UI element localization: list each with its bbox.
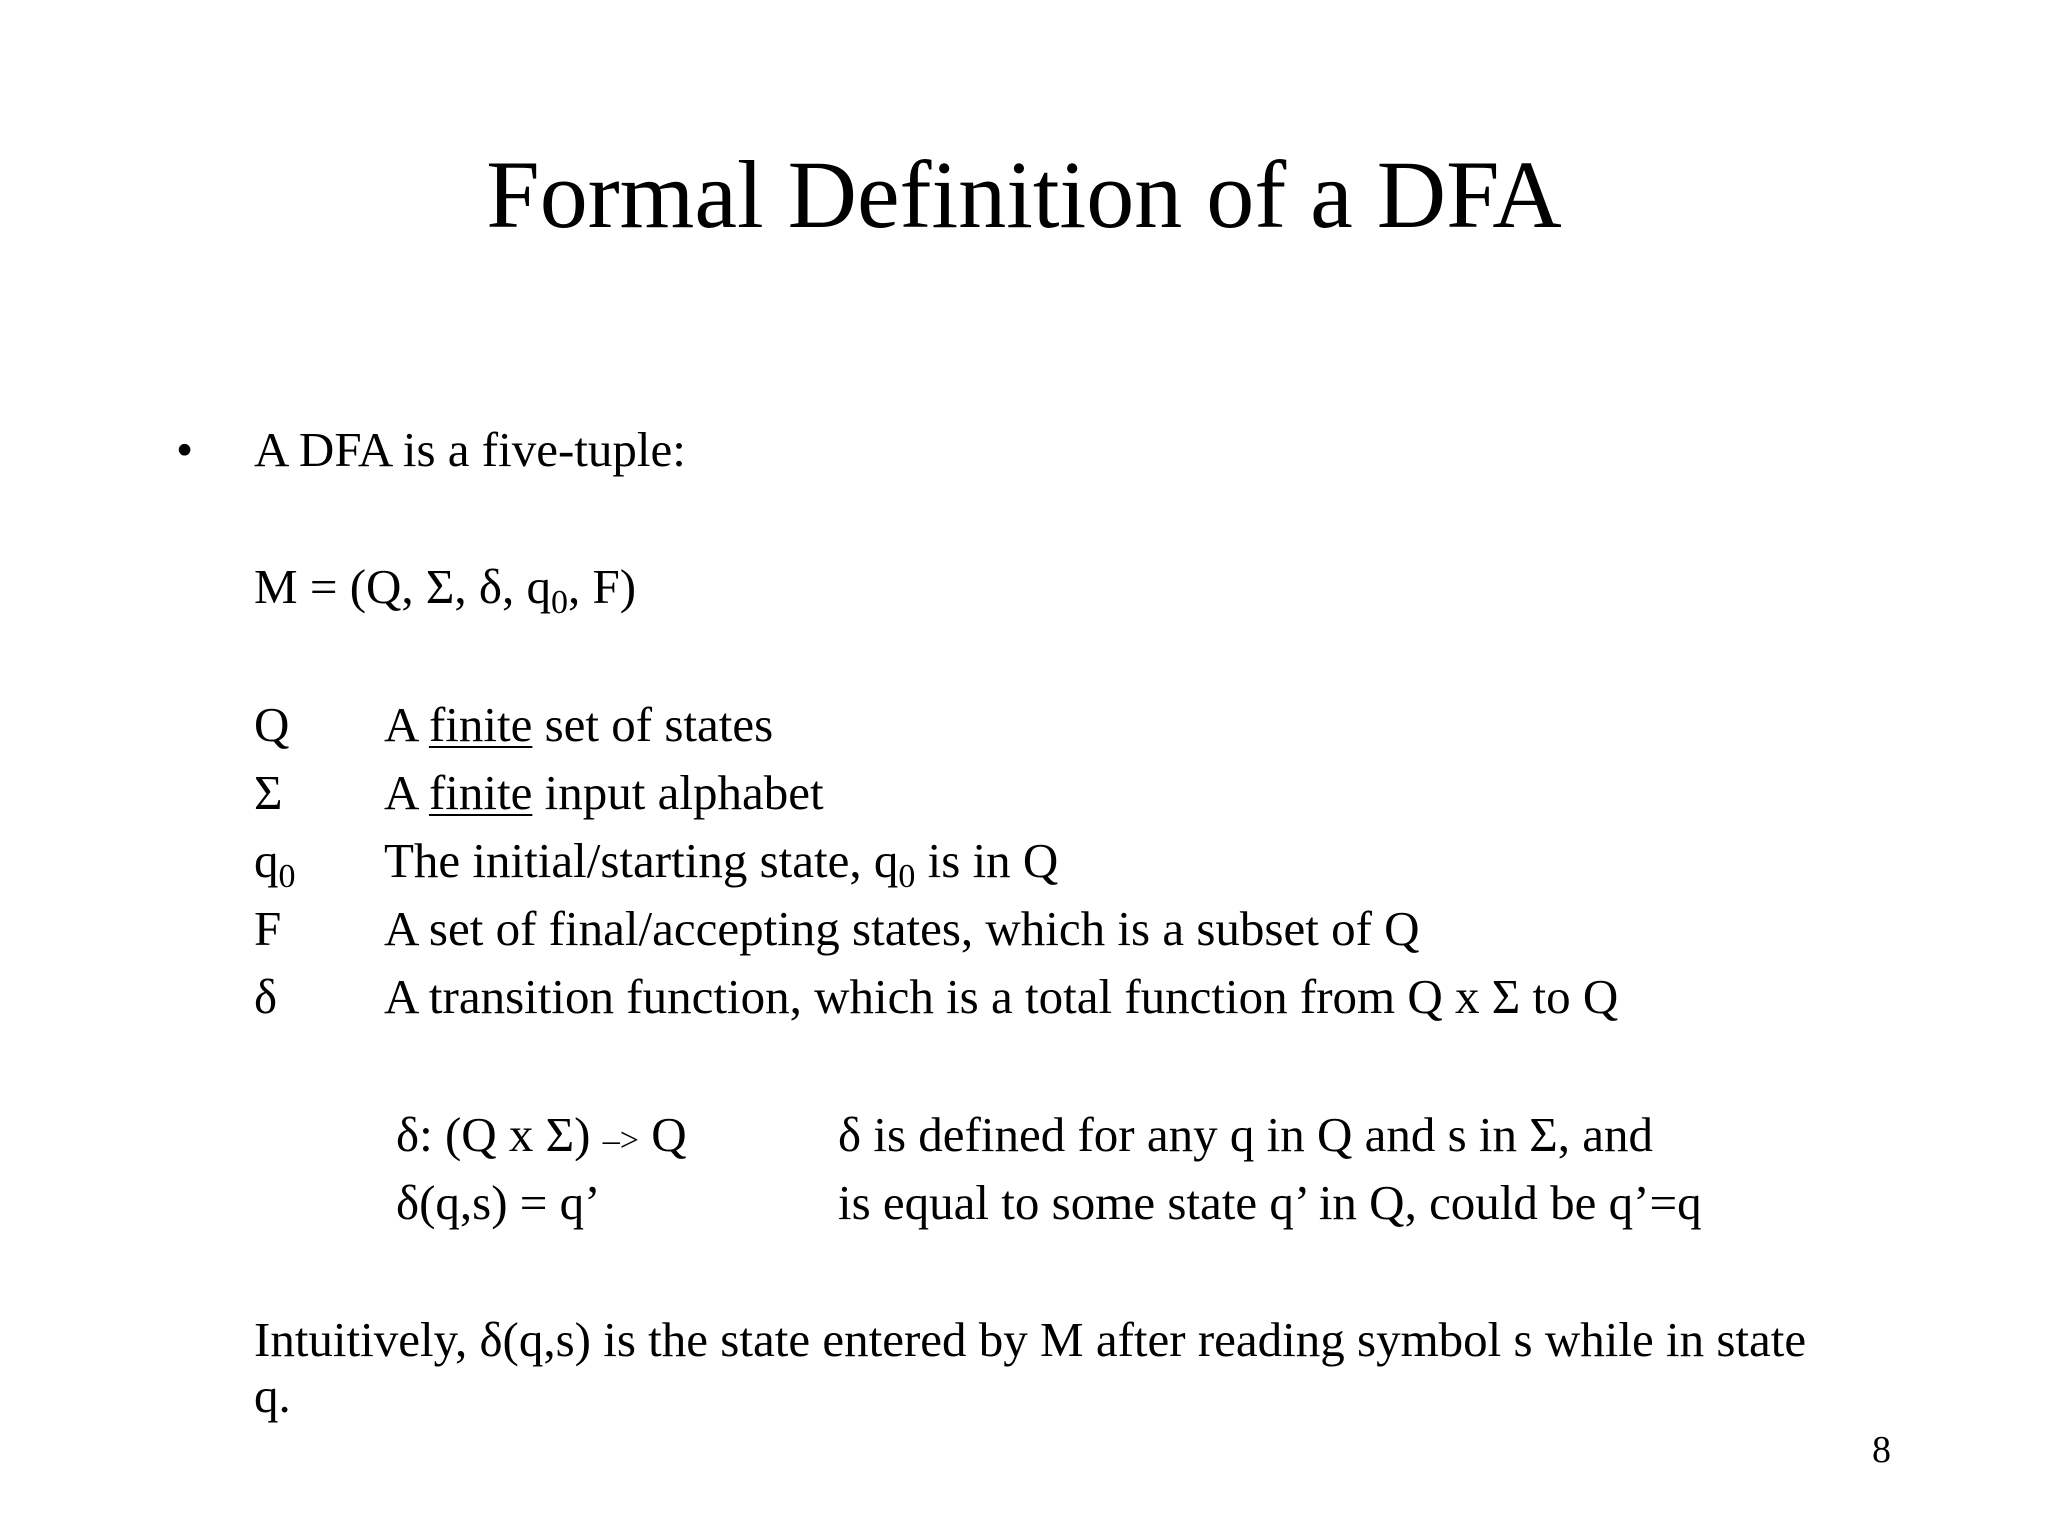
page-number: 8 <box>1872 1429 1891 1471</box>
bullet-text: A DFA is a five-tuple: <box>254 422 686 477</box>
tuple-subscript: 0 <box>551 584 569 621</box>
desc-pre: A <box>384 765 429 820</box>
definition-symbol <box>254 831 296 895</box>
underlined-word: finite <box>428 697 533 752</box>
underlined-word: finite <box>428 765 533 820</box>
function-signature <box>396 1105 687 1171</box>
desc-subscript: 0 <box>898 858 916 895</box>
desc-post: is in Q <box>915 833 1059 888</box>
definition-symbol: Σ <box>254 765 283 820</box>
definition-description: A transition function, which is a total function from Q x Σ to Q <box>384 969 1619 1024</box>
definition-description <box>384 695 773 755</box>
desc-post: set of states <box>532 697 774 752</box>
symbol-subscript: 0 <box>278 858 296 895</box>
definition-description: A set of final/accepting states, which is a subset of Q <box>384 901 1420 956</box>
definition-symbol: δ <box>254 969 278 1024</box>
arrow-icon: –> <box>602 1122 639 1159</box>
tuple-prefix: M = (Q, Σ, δ, q <box>254 559 552 614</box>
slide-title: Formal Definition of a DFA <box>486 141 1562 248</box>
desc-pre: The initial/starting state, q <box>384 833 899 888</box>
function-note-2: is equal to some state q’ in Q, could be q’=q <box>838 1175 1702 1230</box>
function-application: δ(q,s) = q’ <box>396 1175 601 1230</box>
intuitive-explanation: Intuitively, δ(q,s) is the state entered by M after reading symbol s while in state q. <box>254 1312 1807 1423</box>
desc-post: input alphabet <box>532 765 824 820</box>
five-tuple-formula <box>254 557 637 621</box>
bullet-marker: • <box>176 422 194 477</box>
symbol-base: q <box>254 833 279 888</box>
tuple-suffix: , F) <box>568 559 637 614</box>
definition-symbol: Q <box>254 697 290 752</box>
definition-description <box>384 763 824 823</box>
definition-description <box>384 831 1059 895</box>
signature-post: Q <box>638 1107 687 1162</box>
definition-symbol: F <box>254 901 282 956</box>
signature-pre: δ: (Q x Σ) <box>396 1107 603 1162</box>
desc-pre: A <box>384 697 429 752</box>
function-note-1: δ is defined for any q in Q and s in Σ, and <box>838 1107 1654 1162</box>
